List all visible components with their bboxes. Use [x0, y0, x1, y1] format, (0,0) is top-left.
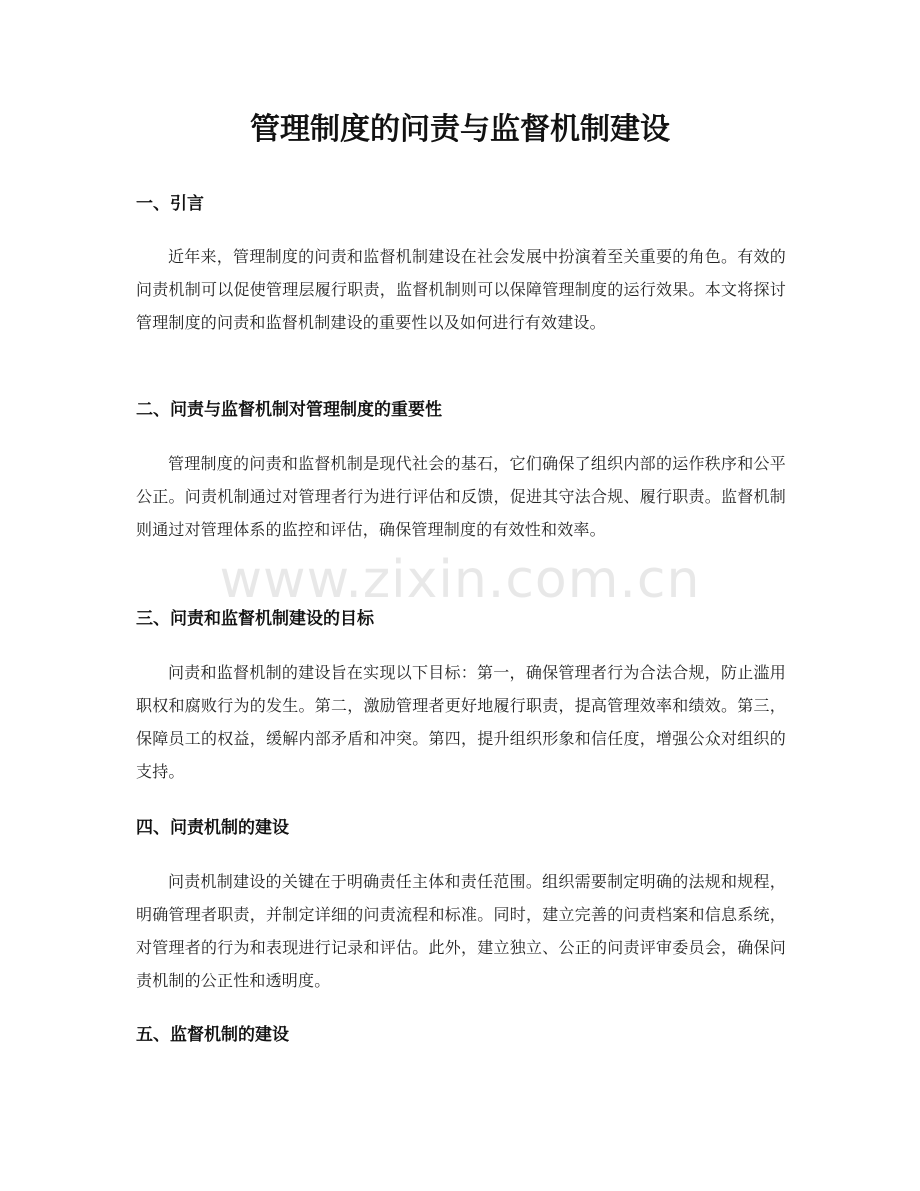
- section-heading: 五、监督机制的建设: [136, 1025, 289, 1045]
- section-supervision: [136, 1022, 786, 1048]
- section-heading: 四、问责机制的建设: [136, 818, 289, 838]
- section-importance: [136, 397, 786, 546]
- section-paragraph: 近年来，管理制度的问责和监督机制建设在社会发展中扮演着至关重要的角色。有效的问责机制可以促使管理层履行职责，监督机制则可以保障管理制度的运行效果。本文将探讨管理制度的问责和监督机制建设的重要性以及如何进行有效建设。: [136, 247, 786, 332]
- section-paragraph: 问责和监督机制的建设旨在实现以下目标：第一，确保管理者行为合法合规，防止滥用职权和腐败行为的发生。第二，激励管理者更好地履行职责，提高管理效率和绩效。第三，保障员工的权益，缓解内部矛盾和冲突。第四，提升组织形象和信任度，增强公众对组织的支持。: [136, 663, 786, 781]
- section-accountability: [136, 815, 786, 997]
- section-goals: [136, 606, 786, 788]
- section-heading: 二、问责与监督机制对管理制度的重要性: [136, 400, 442, 420]
- section-paragraph: 问责机制建设的关键在于明确责任主体和责任范围。组织需要制定明确的法规和规程，明确管理者职责，并制定详细的问责流程和标准。同时，建立完善的问责档案和信息系统，对管理者的行为和表现进行记录和评估。此外，建立独立、公正的问责评审委员会，确保问责机制的公正性和透明度。: [136, 872, 786, 990]
- section-introduction: [136, 191, 786, 339]
- watermark: www.zixin.com.cn: [219, 550, 701, 610]
- document-title: 管理制度的问责与监督机制建设: [250, 112, 670, 147]
- section-heading: 一、引言: [136, 194, 204, 214]
- section-paragraph: 管理制度的问责和监督机制是现代社会的基石，它们确保了组织内部的运作秩序和公平公正。问责机制通过对管理者行为进行评估和反馈，促进其守法合规、履行职责。监督机制则通过对管理体系的监控和评估，确保管理制度的有效性和效率。: [136, 454, 786, 539]
- section-heading: 三、问责和监督机制建设的目标: [136, 609, 374, 629]
